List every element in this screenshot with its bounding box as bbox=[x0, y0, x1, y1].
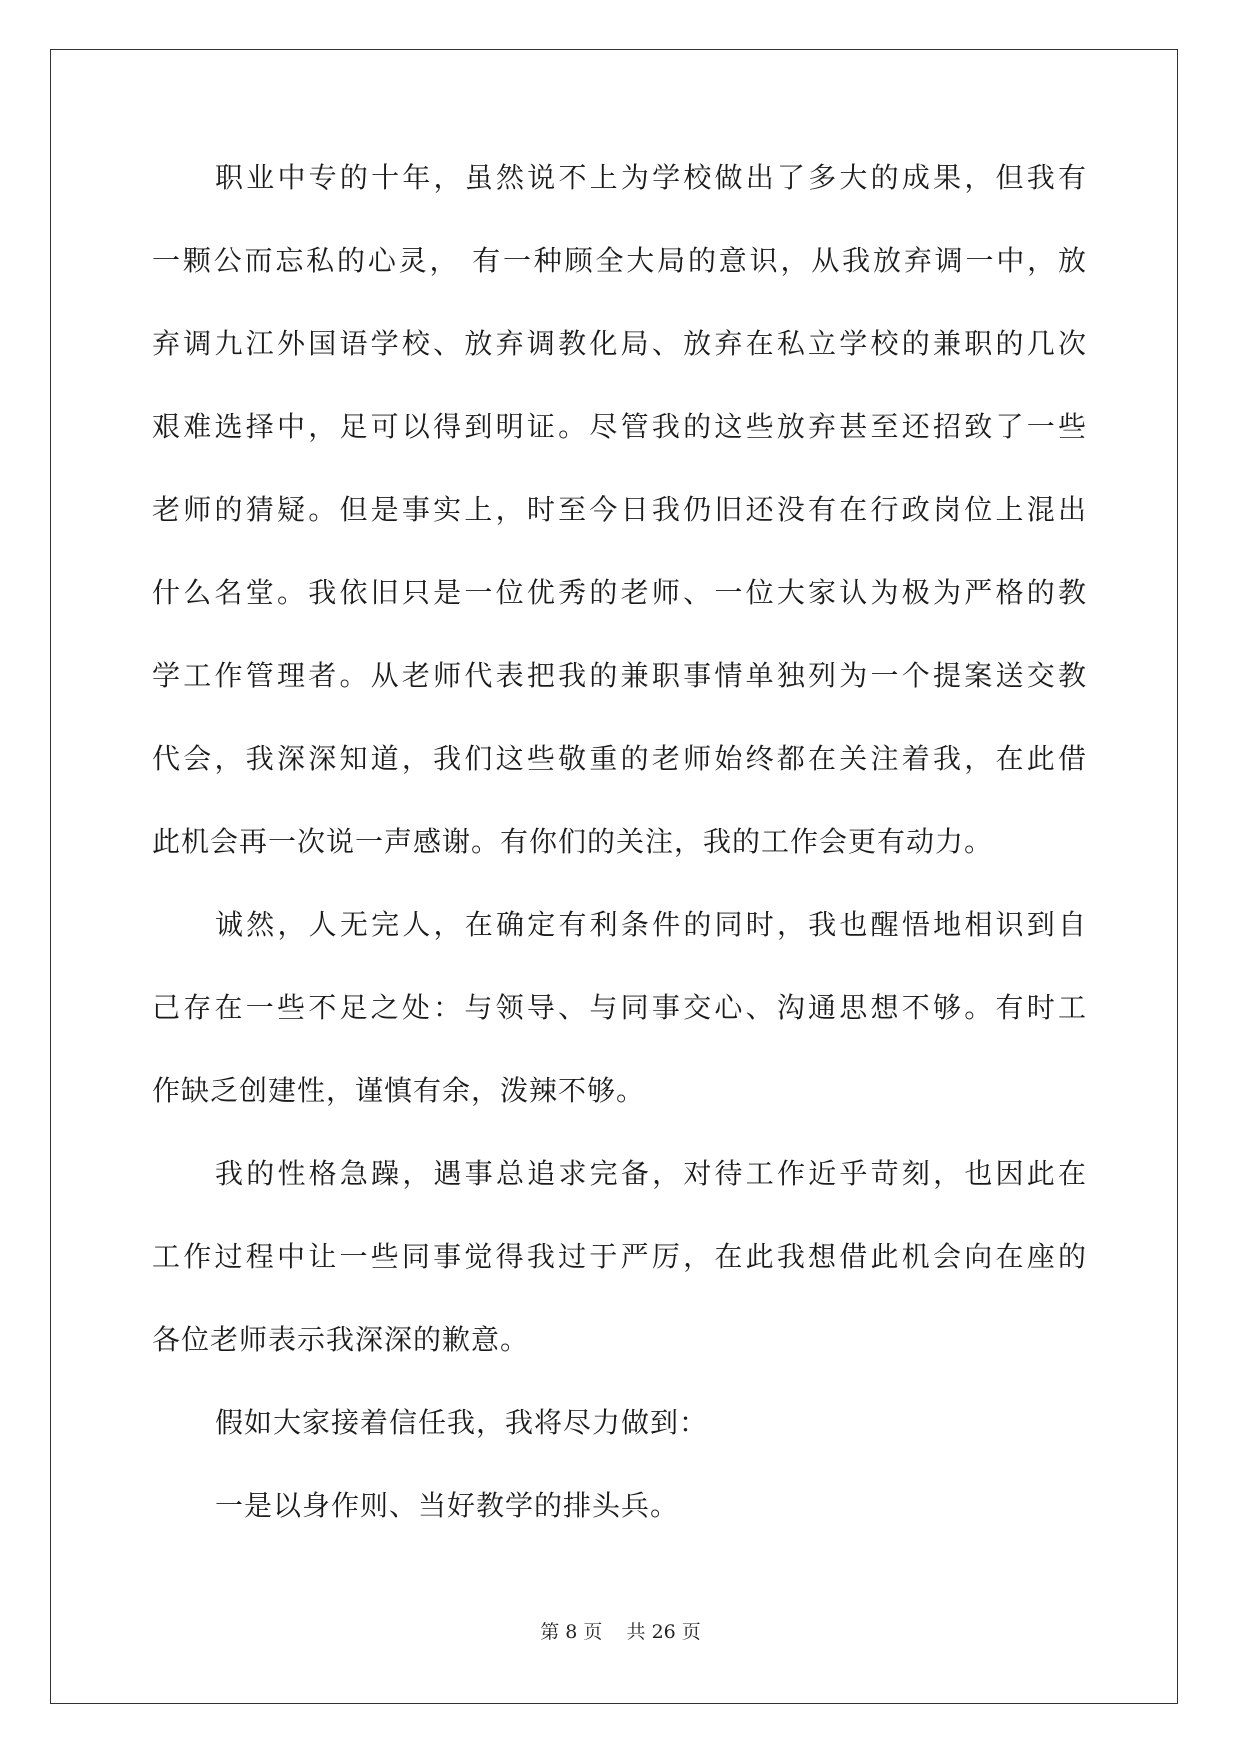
text-line: 我的性格急躁，遇事总追求完备，对待工作近乎苛刻，也因此在 bbox=[215, 1157, 1087, 1190]
text-line: 老师的猜疑。但是事实上，时至今日我仍旧还没有在行政岗位上混出 bbox=[152, 493, 1087, 526]
text-line: 艰难选择中，足可以得到明证。尽管我的这些放弃甚至还招致了一些 bbox=[152, 410, 1087, 443]
text-line: 己存在一些不足之处：与领导、与同事交心、沟通思想不够。有时工 bbox=[152, 991, 1087, 1024]
document-body bbox=[152, 158, 1087, 1569]
text-line: 各位老师表示我深深的歉意。 bbox=[152, 1323, 530, 1356]
text-line: 一是以身作则、当好教学的排头兵。 bbox=[215, 1489, 680, 1522]
page-number-footer: 第 8 页 共 26 页 bbox=[540, 1621, 701, 1643]
text-line: 假如大家接着信任我，我将尽力做到： bbox=[215, 1406, 709, 1439]
text-line: 作缺乏创建性，谨慎有余，泼辣不够。 bbox=[152, 1074, 646, 1107]
text-line: 弃调九江外国语学校、放弃调教化局、放弃在私立学校的兼职的几次 bbox=[152, 327, 1087, 360]
text-line: 代会，我深深知道，我们这些敬重的老师始终都在关注着我，在此借 bbox=[152, 742, 1087, 775]
text-line: 工作过程中让一些同事觉得我过于严厉，在此我想借此机会向在座的 bbox=[152, 1240, 1087, 1273]
text-line: 学工作管理者。从老师代表把我的兼职事情单独列为一个提案送交教 bbox=[152, 659, 1087, 692]
text-line: 一颗公而忘私的心灵， 有一种顾全大局的意识，从我放弃调一中，放 bbox=[152, 244, 1087, 277]
text-line: 什么名堂。我依旧只是一位优秀的老师、一位大家认为极为严格的教 bbox=[152, 576, 1087, 609]
text-line: 此机会再一次说一声感谢。有你们的关注，我的工作会更有动力。 bbox=[152, 825, 994, 858]
text-line: 诚然，人无完人，在确定有利条件的同时，我也醒悟地相识到自 bbox=[215, 908, 1087, 941]
text-line: 职业中专的十年，虽然说不上为学校做出了多大的成果，但我有 bbox=[215, 161, 1087, 194]
